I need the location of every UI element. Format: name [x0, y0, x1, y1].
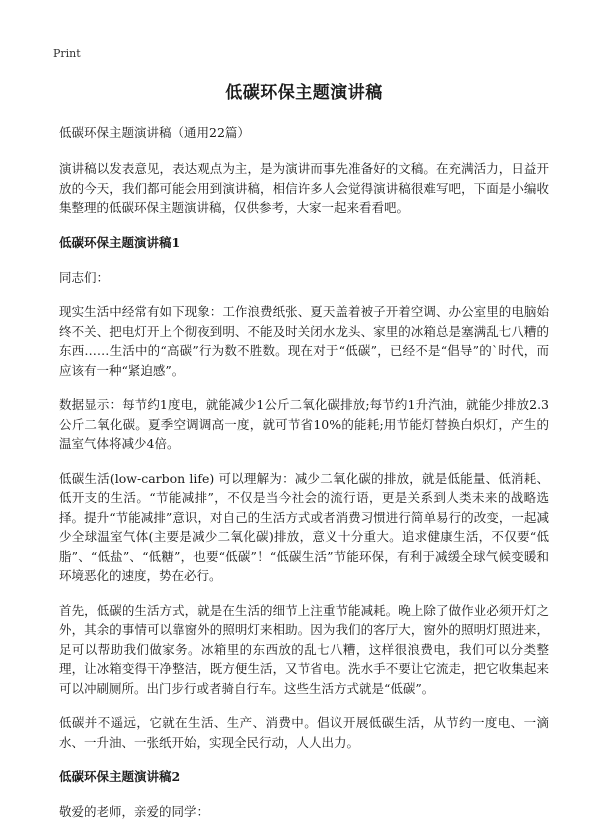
- section-1-paragraph: 现实生活中经常有如下现象：工作浪费纸张、夏天盖着被子开着空调、办公室里的电脑始终不关、把电灯开上个彻夜到明、不能及时关闭水龙头、家里的冰箱总是塞满乱七八糟的东西……生活中的“高碳”行为数不胜数。现在对于“低碳”，已经不是“倡导”的`时代，而应该有一种“紧迫感”。: [59, 304, 549, 378]
- section-1-greeting: 同志们：: [59, 269, 110, 285]
- intro-paragraph: 演讲稿以发表意见，表达观点为主，是为演讲而事先准备好的文稿。在充满活力，日益开放的今天，我们都可能会用到演讲稿，相信许多人会觉得演讲稿很难写吧，下面是小编收集整理的低碳环保主题演讲稿，仅供参考，大家一起来看看吧。: [59, 161, 549, 215]
- document-page: [59, 78, 549, 837]
- section-1-paragraph: 首先，低碳的生活方式，就是在生活的细节上注重节能减耗。晚上除了做作业必须开灯之外，其余的事情可以靠窗外的照明灯来相助。因为我们的客厅大，窗外的照明灯照进来，足可以帮助我们做家务。冰箱里的东西放的乱七八糟，这样很浪费电，我们可以分类整理，让冰箱变得干净整洁，既方便生活，又节省电。洗水手不要让它流走，把它收集起来可以冲刷厕所。出门步行或者骑自行车。这些生活方式就是“低碳”。: [59, 602, 549, 696]
- section-1-paragraph: 低碳生活(low-carbon life) 可以理解为：减少二氧化碳的排放，就是低能量、低消耗、低开支的生活。“节能减排”，不仅是当今社会的流行语，更是关系到人类未来的战略选择。提升“节能减排”意识，对自己的生活方式或者消费习惯进行简单易行的改变，一起减少全球温室气体(主要是减少二氧化碳)排放，意义十分重大。追求健康生活，不仅要“低脂”、“低盐”、“低糖”，也要“低碳”！“低碳生活”节能环保，有利于减缓全球气候变暖和环境恶化的速度，势在必行。: [59, 470, 549, 583]
- section-heading-1: 低碳环保主题演讲稿1: [59, 234, 181, 250]
- document-subtitle: 低碳环保主题演讲稿（通用22篇）: [59, 125, 250, 140]
- print-link[interactable]: Print: [53, 47, 81, 60]
- page-title: 低碳环保主题演讲稿: [225, 83, 383, 103]
- section-1-paragraph: 低碳并不遥远，它就在生活、生产、消费中。倡议开展低碳生活，从节约一度电、一滴水、一升油、一张纸开始，实现全民行动，人人出力。: [59, 715, 549, 750]
- section-2-greeting: 敬爱的老师，亲爱的同学：: [59, 804, 210, 819]
- section-1-paragraph: 数据显示：每节约1度电，就能减少1公斤二氧化碳排放;每节约1升汽油，就能少排放2.3公斤二氧化碳。夏季空调调高一度，就可节省10%的能耗;用节能灯替换白炽灯，产生的温室气体将减少4倍。: [59, 397, 549, 451]
- section-heading-2: 低碳环保主题演讲稿2: [59, 769, 181, 784]
